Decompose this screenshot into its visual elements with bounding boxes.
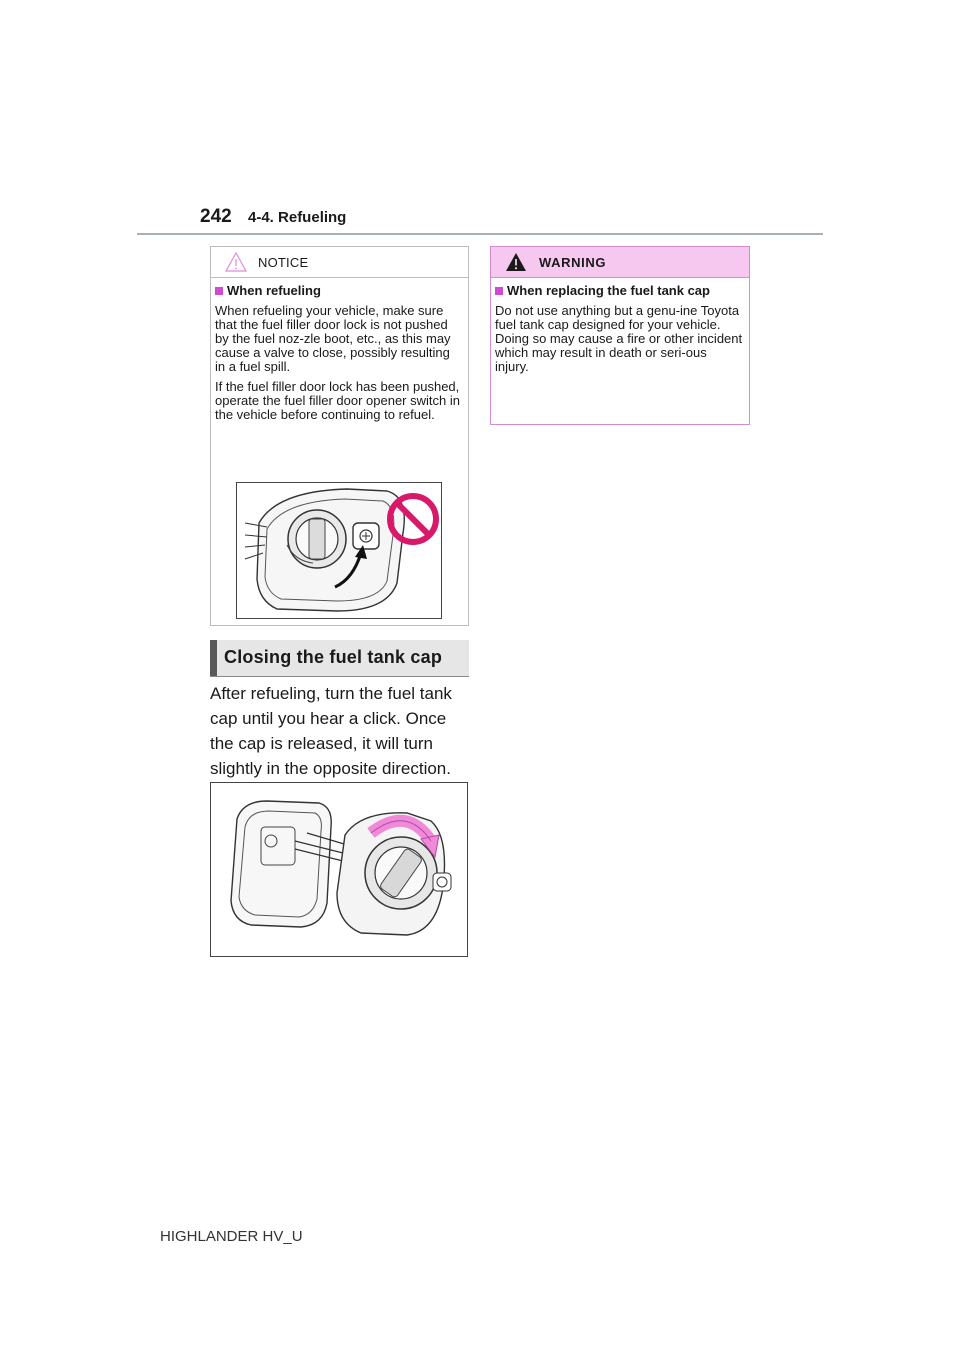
bullet-square-icon [495,287,503,295]
footer-model: HIGHLANDER HV_U [160,1228,303,1245]
prohibition-icon [385,491,441,547]
fuel-cap-drawing [211,783,467,956]
notice-header [211,247,468,278]
warning-triangle-icon [505,252,527,272]
fuel-door-lock-illustration [236,482,442,619]
warning-subtitle-row [495,284,743,298]
closing-fuel-cap-illustration [210,782,468,957]
warning-box [490,246,750,425]
header-rule [137,233,823,235]
body-paragraph: After refueling, turn the fuel tank cap until you hear a click. Once the cap is released, it will turn slightly in the opposite direction. [210,684,452,778]
notice-subtitle-row [215,284,462,298]
section-title: 4-4. Refueling [248,209,347,226]
warning-paragraph: Do not use anything but a genu-ine Toyota fuel tank cap designed for your vehicle. Doing so may cause a fire or other incident which may result in death or seri-ous injury. [495,303,743,374]
notice-title: NOTICE [258,255,309,270]
section-heading [210,640,469,676]
notice-paragraph: When refueling your vehicle, make sure that the fuel filler door lock is not pushed by the fuel noz-zle boot, etc., as this may cause a valve to close, possibly resulting in a fuel spill. [215,303,451,374]
warning-content [491,278,749,374]
heading-rule [210,676,469,677]
warning-subtitle: When replacing the fuel tank cap [507,283,710,298]
warning-title: WARNING [539,255,607,270]
warning-header [491,247,749,278]
bullet-square-icon [215,287,223,295]
section-heading-text: Closing the fuel tank cap [224,647,443,667]
page-number: 242 [200,206,232,227]
caution-triangle-icon [225,252,247,272]
notice-content [211,278,468,422]
notice-subtitle: When refueling [227,283,321,298]
notice-paragraph: If the fuel filler door lock has been pushed, operate the fuel filler door opener switch in the vehicle before continuing to refuel. [215,379,460,422]
